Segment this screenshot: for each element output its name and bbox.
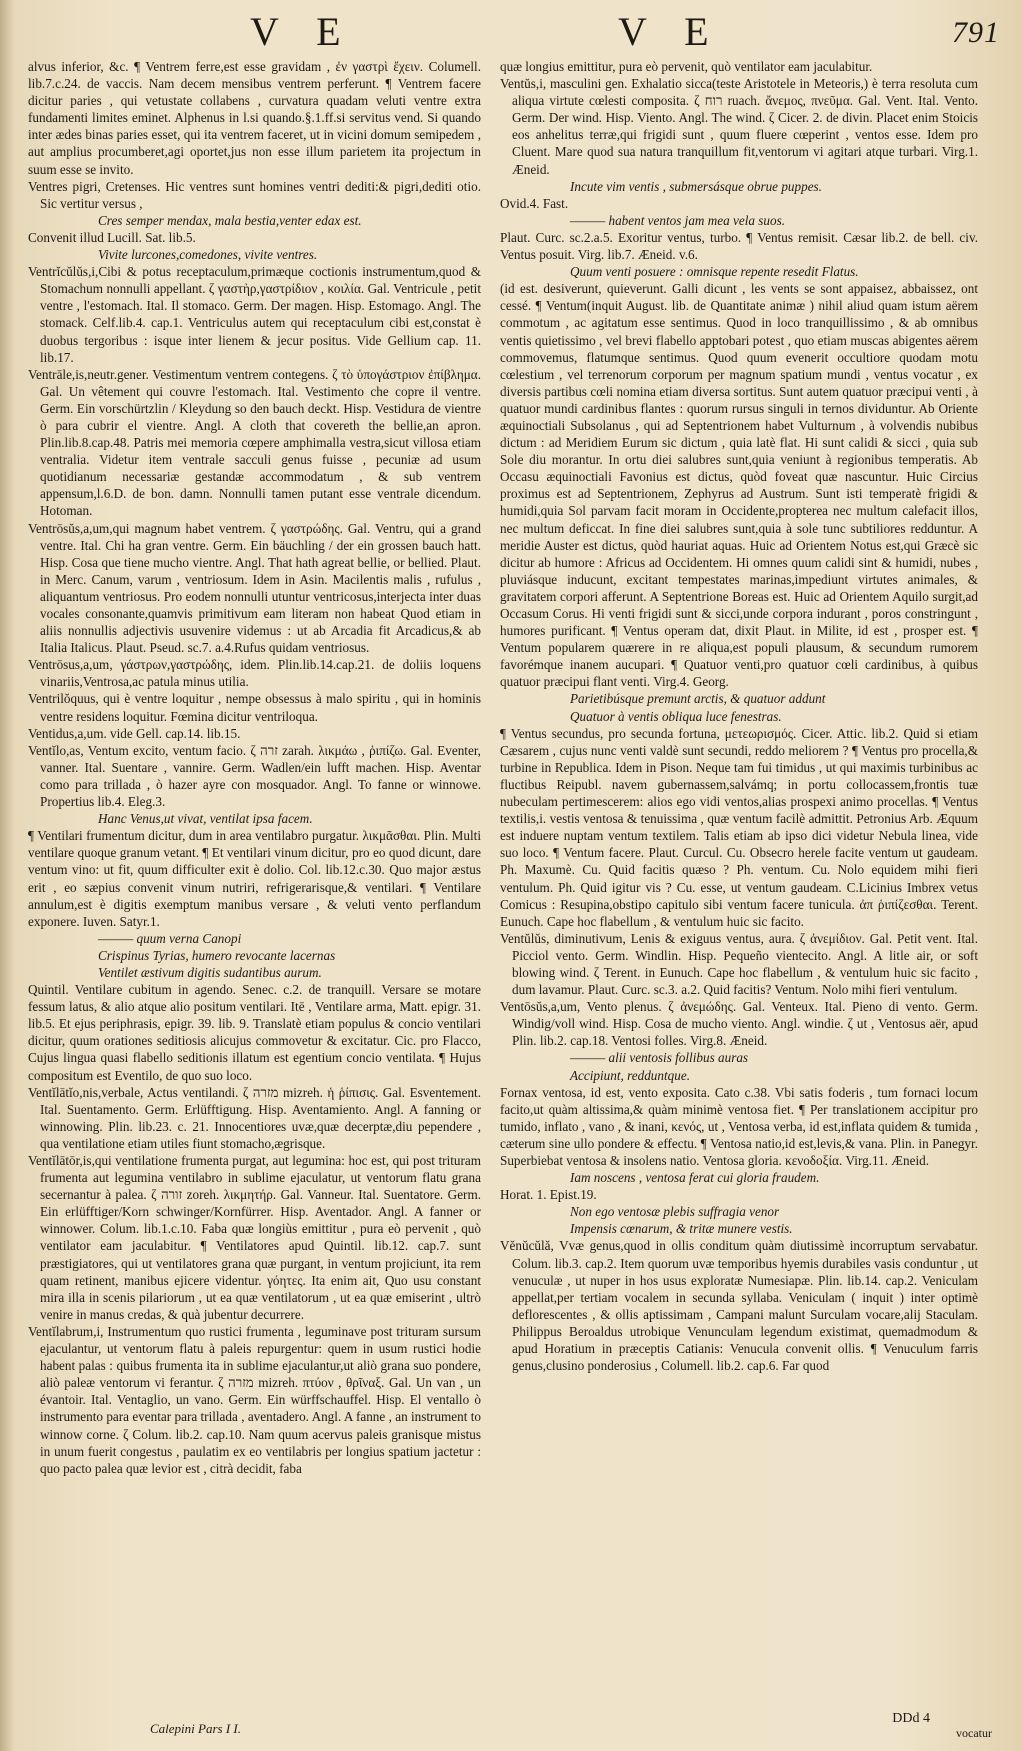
paragraph: Plaut. Curc. sc.2.a.5. Exoritur ventus, turbo. ¶ Ventus remisit. Cæsar lib.2. de bell. civ. Ventus posuit. Virg. lib.7. Æneid. v.6. [500,229,978,263]
dictionary-entry: Ventrĭcŭlŭs,i,Cibi & potus receptaculum,primæque coctionis instrumentum,quod & Stomachum nonnulli appellant. ζ γαστὴρ,γαστρίδιον , κοιλία. Gal. Ventricule , petit ventre , l'estomach. Ital. Il stomaco. Germ. Der magen. Hisp. Estomago. Angl. The stomack. Celf.lib.4. cap.1. Ventriculus autem qui receptaculum cibi est,constat è duobus tergoribus : isque inter lienem & jecur positus. Vide Gellium cap. 11. lib.17. [28,264,481,365]
dictionary-entry: Ventrilŏquus, qui è ventre loquitur , nempe obsessus à malo spiritu , qui in hominis ventre residens loquitur. Fœmina dicitur ventriloqua. [28,691,481,724]
verse-quotation: ——— alii ventosis follibus auras [570,1050,749,1066]
dictionary-entry: Ventōsŭs,a,um, Vento plenus. ζ ἀνεμώδης. Gal. Venteux. Ital. Pieno di vento. Germ. Windig/voll wind. Hisp. Cosa de mucho viento. Angl. windie. ζ ut , Ventosus aër, apud Plin. lib.2. cap.18. Ventosi folles. Virg.8. Æneid. [500,999,978,1049]
paragraph: ¶ Ventilari frumentum dicitur, dum in area ventilabro purgatur. λικμᾶσθαι. Plin. Multi ventilare quoque granum vetant. ¶ Et ventilari vinum dicitur, pro eo quod dicunt, dare ventum vino: ut fit, quum difficulter exit è dolio. Col. lib.12.c.30. Quo major æstus erit , eo sæpius convenit vinum nutriri, refrigerarisque,& ventilari. ¶ Ventilare annulum,est è digitis exemptum manibus versare , & veluti vento perflandum exponere. Iuven. Satyr.1. [28,828,481,929]
running-head [0,6,1022,58]
right-column [500,58,978,1721]
dictionary-entry: Ventidus,a,um. vide Gell. cap.14. lib.15. [28,725,241,741]
page-number: 791 [952,16,1000,49]
verse-quotation: Cres semper mendax, mala bestia,venter edax est. [98,212,362,228]
dictionary-entry: Ventrāle,is,neutr.gener. Vestimentum ventrem contegens. ζ τὸ ὑπογάστριον ἐπίβλημα. Gal. Un vêtement qui couvre l'estomach. Ital. Vestimento che copre il ventre. Germ. Ein vorschürtzlin / Kleydung so den bauch deckt. Hisp. Vestidura de vientre ò para cubrir el vientre. Angl. A cloth that covereth the bellie,an apron. Plin.lib.8.cap.48. Patris mei memoria cœpere amphimalla vestra,sicut villosa etiam ventralia. Videtur item ventrale sacculi genus fuisse , pecuniæ ad usum quotidianum necessariæ gestandæ accommodatum , & sub ventrem appensum,l.6.D. de bon. damn. Nonnulli tamen putant esse ventrale dicendum. Hotoman. [28,366,481,519]
verse-quotation: Incute vim ventis , submersásque obrue puppes. [570,178,822,194]
paragraph: quæ longius emittitur, pura eò pervenit, quò ventilator eam jaculabitur. [500,59,873,74]
catchword: vocatur [956,1726,992,1740]
dictionary-entry: Ventŭs,i, masculini gen. Exhalatio sicca(teste Aristotele in Meteoris,) è terra resoluta cum aliqua virtute cœlesti composita. ζ רוח ruach. ἄνεμος, πνεῦμα. Gal. Vent. Ital. Vento. Germ. Der wind. Hisp. Viento. Angl. The wind. ζ Cicer. 2. de divin. Placet enim Stoicis eos anhelitus terræ,qui frigidi sunt , quum fluere cœperint , ventos esse. Idem pro Cluent. Mare quod sua natura tranquillum fit,ventorum vi agitari atque turbari. Virg.1. Æneid. [500,76,978,177]
verse-quotation: Quatuor à ventis obliqua luce fenestras. [570,708,782,724]
verse-quotation: Iam noscens , ventosa ferat cui gloria fraudem. [570,1170,820,1186]
verse-quotation: Impensis cœnarum, & tritæ munere vestis. [570,1221,793,1237]
verse-quotation: Quum venti posuere : omnisque repente resedit Flatus. [570,264,859,280]
dictionary-entry: Ventĭlātĭo,nis,verbale, Actus ventilandi. ζ מזרה mizreh. ἡ ῥίπισις. Gal. Esventement. Ital. Suentamento. Germ. Erlüfftigung. Hisp. Aventamiento. Angl. A fanning or winnowing. Plin. lib.23. c. 21. Innocentiores uvæ,quæ decerptæ,diu pependere , qua ventilatione etiam utiles fiunt stomacho,ægrisque. [28,1084,481,1151]
verse-quotation: Crispinus Tyrias, humero revocante lacernas [98,947,336,963]
gutter-shadow [0,0,14,1751]
paragraph: Convenit illud Lucill. Sat. lib.5. [28,229,196,245]
running-head-left: V E [250,9,355,54]
paragraph: Ovid.4. Fast. [500,195,569,211]
footer-volume: Calepini Pars I I. [150,1721,241,1736]
paragraph: ¶ Ventus secundus, pro secunda fortuna, μετεωρισμός. Cicer. Attic. lib.2. Quid si etiam Cæsarem , cujus nunc venti valdè sunt secundi, reddo meliorem ? ¶ Ventus pro procella,& turbine in Republica. Idem in Pison. Neque tam fui timidus , ut qui maximis turbinibus ac fluctibus Reipubl. navem gubernassem,salvámq; in portu collocassem,frontis tuæ nubeculam pertimescerem: alios ego vidi ventos,alias prospexi animo procellas. ¶ Ventus textilis,i. vestis ventosa & tenuissima , quæ ventum facilè admittit. Petronius Arb. Æquum est induere nuptam ventum textilem. Talis etiam ab ipso dici videtur Nebula linea, vide suo loco. ¶ Ventum facere. Plaut. Curcul. Cu. Obsecro herele facite ventum ut gaudeam. Ph. Maxumè. Cu. Quid facitis quæso ? Ph. ventum. Cu. Nolo equidem mihi fieri ventulum. Ph. Quid igitur vis ? Cu. esse, ut ventum gaudeam. C.Licinius Imbrex vetus Comicus : Resupina,obstipo capitulo sibi ventum facere tunicula. ἀπ ῥιπίζεσθαι. Terent. Eunuch. Cape hoc flabellum , & ventulum huic sic facito. [500,725,978,929]
running-head-right: V E [618,9,723,54]
verse-quotation: ——— habent ventos jam mea vela suos. [570,212,786,228]
dictionary-entry: Ventĭlo,as, Ventum excito, ventum facio. ζ זרה zarah. λικμάω , ῥιπίζω. Gal. Eventer, vanner. Ital. Suentare , vannire. Germ. Wadlen/ein lufft machen. Hisp. Aventar como para trillada , ò hazer ayre con mosquador. Angl. To fanne or winnowe. Propertius lib.4. Eleg.3. [28,742,481,810]
dictionary-entry: Ventŭlŭs, diminutivum, Lenis & exiguus ventus, aura. ζ ἀνεμίδιον. Gal. Petit vent. Ital. Picciol vento. Germ. Windlin. Hisp. Pequeño vientecito. Angl. A litle air, or soft blowing wind. ζ Terent. in Eunuch. Cape hoc flabellum , & ventulum huic sic facito , dum lavamur. Plaut. Curc. sc.3. a.2. Quid facitis? Ventum. Nolo mihi fieri ventulum. [500,930,978,998]
verse-quotation: Hanc Venus,ut vivat, ventilat ipsa facem. [98,811,313,827]
verse-quotation: Accipiunt, redduntque. [570,1067,691,1083]
dictionary-entry: Vĕnŭcŭlă, Vvæ genus,quod in ollis conditum quàm diutissimè incorruptum servabatur. Colum. lib.3. cap.2. Item quorum uvæ temporibus hyemis durabiles vasis conduntur , ut venuculæ , ut nuper in hos usus exploratæ Numesiapæ. Plin. lib.14. cap.2. Veniculam appellat,per tertiam vocalem in secunda syllaba. Veniculam ( inquit ) inter optimè deflorescentes , & ollis aptissimam , Campani malunt Surculam vocare,alij Staculam. Philippus Beroaldus utrobique Venunculam legendum existimat, quemadmodum & apud Horatium in præceptis Catianis: Venucula convenit ollis. ¶ Venuculum farris genus,clusino ponderosius , Columell. lib.2. cap.6. Far quod [500,1238,978,1374]
paragraph: Fornax ventosa, id est, vento exposita. Cato c.38. Vbi satis foderis , tum fornaci locum facito,ut quàm altissima,& quàm minimè ventosa fiet. ¶ Per translationem accipitur pro tumido, inflato , vano , & inani, κενός, ut , Ventosa verba, id est,inflata quidem & tumida , cæterum sine ullo pondere & effectu. ¶ Ventosa natio,id est,levis,& vana. Plin. in Panegyr. Superbiebat ventosa & insolens natio. Ventosa gloria. κενοδοξία. Virg.11. Æneid. [500,1084,978,1168]
dictionary-entry: Ventres pigri, Cretenses. Hic ventres sunt homines ventri dediti:& pigri,dediti otio. Sic vertitur versus , [28,178,481,211]
dictionary-entry: Ventrōsus,a,um, γάστρων,γαστρώδης, idem. Plin.lib.14.cap.21. de doliis loquens vinariis,Ventrosa,ac patula minus utilia. [28,657,481,690]
verse-quotation: Parietibúsque premunt arctis, & quatuor addunt [570,691,826,707]
verse-quotation: Non ego ventosæ plebis suffragia venor [570,1204,780,1220]
dictionary-entry: Ventĭlātōr,is,qui ventilatione frumenta purgat, aut legumina: hoc est, qui post trituram frumenta aut legumina ventilabro in sublime ejaculatur, ut ventorum flatu grana secernantur à palea. ζ זורה zoreh. λικμητήρ. Gal. Vanneur. Ital. Suentatore. Germ. Ein erlüfftiger/Korn schwinger/Kornfürrer. Hisp. Aventador. Angl. A fanner or winnower. Colum. lib.1.c.10. Faba quæ longiùs emittitur , pura eò pervenit , quò ventilator eam jaculabitur. ¶ Ventilatores apud Quintil. lib.12. cap.7. sunt præstigiatores, qui ut ventilatores grana quæ purgant, in ventum projiciunt, ita rem quam retinent, manibus ejicere videntur. γόητες. Ita enim ait, Quo usu constant mira illa in scenis pilariorum , ut ea quæ ventilatorum , ut ea quæ emiserint , ultrò venire in manus credas, & quà jubentur decurrere. [28,1153,481,1322]
verse-quotation: Ventilet æstivum digitis sudantibus aurum. [98,964,322,980]
verse-quotation: Vivite lurcones,comedones, vivite ventres. [98,247,318,263]
verse-quotation: ——— quum verna Canopi [98,930,242,946]
paragraph: (id est. desiverunt, quieverunt. Galli dicunt , les vents se sont appaisez, abbaissez, ont cessé. ¶ Ventum(inquit August. lib. de Quantitate animæ ) nihil aliud quam istum aërem commotum , ac agitatum esse sentimus. Quod in loco tranquillissimo , & ab omnibus ventis quietissimo , vel brevi flabello apptobari potest , quo etiam muscas abigentes aërem commovemus, flatumque sentimus. Quod quum evenerit occultiore quodam motu cœlestium , vel terrenorum corporum per magnum spatium mundi , ventus vocatur , ex diversis partibus cœli nomina etiam diversa sortitus. Sunt autem quatuor præcipui venti , à quatuor mundi cardinibus flantes : quorum rursus singuli in ternos dividuntur. Ab Oriente æquinoctiali Subsolanus , qui ad Septentrionem habet Vulturnum , à volvendis nubibus dictum : ad Meridiem Eurum sic dictum , quia latè flat. Hi sunt calidi & sicci , quia sub Sole diu morantur. In ortu diei salubres sunt,quia veniunt à regionibus temperatis. Ab Occasu æquinoctiali Favonius est dictus, quòd foveat quæ nascuntur. Huic Circius proximus est ad Septentrionem, Zephyrus ad Austrum. Sunt isti temperatè frigidi & humidi,quia Sol parvam facit moram in Occidente,propterea nec multum calefacit illos, nec multum deficcat. In fine diei salubres sunt,quia à sole tunc subtiliores redduntur. A meridie Auster est dictus, quòd hauriat aquas. Huic ad Orientem Notus est,qui Græcè sic dicitur ab humore : Africus ad Occidentem. Hi omnes quum calidi sint & humidi, nubes , pluviásque inducunt, excitant tempestates marinas,impediunt virtutes animales, & gravitatem corpori afferunt. A Septentrione Boreas est. Huic ad Orientem Aquilo surgit,ad Occasum Corus. Hi venti frigidi sunt & sicci,unde corpora indurant , poros constringunt , humores purificant. ¶ Ventus operam dat, dixit Plaut. in Milite, id est , prosper est. ¶ Ventum popularem quærere in re aliqua,est populi plausum, & secundum rumorem favorémque inanem aucupari. ¶ Quatuor venti,pro quatuor cœli cardinibus, à quibus quatuor præcipui flant venti. Virg.4. Georg. [500,281,978,690]
paragraph: alvus inferior, &c. ¶ Ventrem ferre,est esse gravidam , ἐν γαστρὶ ἔχειν. Columell. lib.7.c.24. de vaccis. Nam decem mensibus ventrem perferunt. ¶ Ventrem facere dicitur paries , qui vetustate collabens , curvatura quadam veluti ventre extra fundamenti limites eminet. Alphenus in l.si quando.§.1.ff.si servitus vend. Si quando inter ædes binas paries esset, qui ita ventrem faceret, ut in vicini domum semipedem , aut amplius procumberet,agi oportet,jus non esse illum parietem ita projectum in suum esse se invito. [28,59,481,177]
paragraph: Horat. 1. Epist.19. [500,1187,597,1203]
dictionary-entry: Ventĭlabrum,i, Instrumentum quo rustici frumenta , leguminave post trituram sursum ejaculantur, ut ventorum flatu à paleis repurgentur: quem in usum rustici hodie habent palas : quibus frumenta ita in sublime ejaculantur,ut aliò grana suo pondere, aliò paleæ ventorum vi ferantur. ζ מזרה mizreh. πτύον , θρῖναξ. Gal. Un van , un évantoir. Ital. Ventaglio, un vano. Germ. Ein würffschauffel. Hisp. El ventallo ò instrumento para eventar para trillada , aventadero. Angl. A fanne , an instrument to winnow corne. ζ Colum. lib.2. cap.10. Nam quum acervus paleis granisque mistus in unum fuerit congestus , paulatim ex eo ventilabris per longius spatium jactetur : quo pacto palea quæ levior est , citrà decidit, faba [28,1323,481,1476]
paragraph: Quintil. Ventilare cubitum in agendo. Senec. c.2. de tranquill. Versare se motare fessum latus, & alio atque alio positum ventilari. Itē , Ventilare arma, Matt. epigr. 31. lib.5. Et ejus periphrasis, epigr. 39. lib. 9. Translatè etiam populus & concio ventilari dicitur, quum orationes seditiosis alicujus commovetur & excitatur. Cic. pro Flacco, Cujus lingua quasi flabello seditionis illatum est egentium concio ventilata. ¶ Hujus compositum est Eventilo, de quo suo loco. [28,982,481,1083]
signature-mark: DDd 4 [892,1711,930,1726]
dictionary-entry: Ventrōsŭs,a,um,qui magnum habet ventrem. ζ γαστρώδης. Gal. Ventru, qui a grand ventre. Ital. Chi ha gran ventre. Germ. Ein bäuchling / der ein grossen bauch hatt. Hisp. Cosa que tiene mucho vientre. Angl. That hath agreat bellie, or bellied. Plaut. in Merc. Canum, varum , ventriosum. Idem in Asin. Macilentis malis , rufulus , aliquantum ventriosus. Pro eodem nonnulli utuntur ventricosus,interjecta inter duas vocales consonante,quamvis primitivum eam literam non habeat Quod etiam in aliis nonnullis adjectivis usuvenire videmus : ut ab Arcadia fit Arcadicus,& ab Italia Italicus. Plaut. Pseud. sc.7. a.4.Rufus quidam ventriosus. [28,520,481,656]
left-column [28,58,481,1721]
